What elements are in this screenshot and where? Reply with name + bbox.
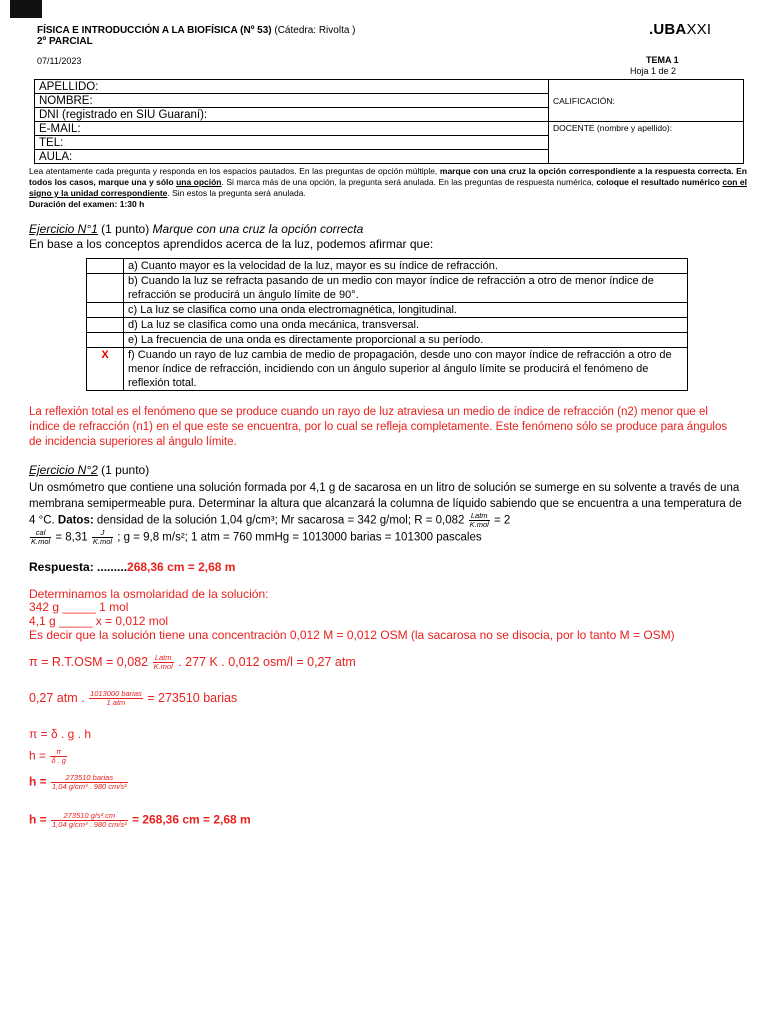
h-formula-1: h = $\frac{\pi}{\delta . g}$ [29, 747, 66, 765]
field-tel[interactable]: TEL: [35, 136, 549, 150]
exam-duration: Duración del examen: 1:30 h [29, 199, 145, 209]
student-info-table [34, 79, 744, 164]
option-d-checkbox[interactable] [87, 318, 124, 333]
h3-fraction: $\frac{\text{273510 g/s².cm}}{\text{1,04 g/cm³ . 980 cm/s²}}$ [52, 811, 127, 829]
field-calificacion[interactable]: CALIFICACIÓN: [549, 80, 744, 122]
uba-xxi-logo: .UBAXXI [649, 21, 712, 38]
h1-fraction: $\frac{\pi}{\delta . g}$ [51, 747, 66, 765]
ex1-explanation: La reflexión total es el fenómeno que se produce cuando un rayo de luz atraviesa un medio de índice de refracción (n2) menor que el índice de refracción (n1) en el que este se encuentra, por lo cual se refleja completamente. Este fenómeno sólo se produce para ángulos de incidencia superiores al ángulo límite. [29, 406, 728, 448]
option-e-checkbox[interactable] [87, 333, 124, 348]
field-nombre[interactable]: NOMBRE: [35, 94, 549, 108]
option-a: a) Cuanto mayor es la velocidad de la luz, mayor es su índice de refracción. [124, 259, 688, 274]
exam-subtitle: 2º PARCIAL [37, 36, 93, 47]
r-units-fraction: $\frac{\text{Latm}}{\text{K.mol}}$ [469, 511, 489, 529]
ex2-heading: Ejercicio N°2 (1 punto) [29, 463, 150, 477]
field-apellido[interactable]: APELLIDO: [35, 80, 549, 94]
ex1-options-table [86, 258, 688, 391]
option-b-checkbox[interactable] [87, 274, 124, 303]
field-docente[interactable]: DOCENTE (nombre y apellido): [549, 122, 744, 164]
answer-value: 268,36 cm = 2,68 m [127, 560, 236, 574]
conv-fraction: $\frac{\text{1013000 barias}}{\text{1 atm}}$ [90, 689, 142, 707]
solution-line-2: 342 g _____ 1 mol [29, 600, 129, 614]
pi-formula: π = δ . g . h [29, 727, 91, 741]
field-email[interactable]: E-MAIL: [35, 122, 549, 136]
option-b: b) Cuando la luz se refracta pasando de un medio con mayor índice de refracción a otro de menor índice de refracción se producirá un ángulo límite de 90°. [124, 274, 688, 303]
option-d: d) La luz se clasifica como una onda mecánica, transversal. [124, 318, 688, 333]
exam-title: FÍSICA E INTRODUCCIÓN A LA BIOFÍSICA (Nº 53) (Cátedra: Rivolta ) [37, 25, 356, 36]
h2-fraction: $\frac{\text{273510 barias}}{\text{1,04 g/cm³ . 980 cm/s²}}$ [52, 773, 127, 791]
redaction-bar [10, 0, 42, 18]
solution-line-4: Es decir que la solución tiene una concentración 0,012 M = 0,012 OSM (la sacarosa no se disocia, por lo tanto M = OSM) [29, 628, 675, 642]
option-a-checkbox[interactable] [87, 259, 124, 274]
option-f: f) Cuando un rayo de luz cambia de medio de propagación, desde uno con mayor índice de refracción a otro de menor índice de refracción, incidiendo con un ángulo superior al ángulo límite se producirá el fenómeno de reflexión total. [124, 348, 688, 391]
option-f-checkbox[interactable]: X [87, 348, 124, 391]
ex2-statement: Un osmómetro que contiene una solución formada por 4,1 g de sacarosa en un litro de solución se sumerge en su solvente a través de una membrana semipermeable pura. Determinar la altura que alcanzará la columna de líquido sabiendo que se encuentra a una temperatura de 4 °C. Datos: densidad de la solución 1,04 g/cm³; Mr sacarosa = 342 g/mol; R = 0,082 $\frac{\text{Latm}}{\text{K.mol}}$ = 2 $\frac{\text{cal}}{\text{K.mol}}$ = 8,31 $\frac{J}{\text{K.mol}}$ ; g = 9,8 m/s²; 1 atm = 760 mmHg = 1013000 barias = 101300 pascales [29, 482, 742, 546]
field-dni[interactable]: DNI (registrado en SIU Guaraní): [35, 108, 549, 122]
cal-units-fraction: $\frac{\text{cal}}{\text{K.mol}}$ [31, 528, 51, 546]
option-c: c) La luz se clasifica como una onda electromagnética, longitudinal. [124, 303, 688, 318]
page-count: Hoja 1 de 2 [630, 66, 677, 76]
option-c-checkbox[interactable] [87, 303, 124, 318]
j-units-fraction: $\frac{J}{\text{K.mol}}$ [92, 528, 113, 546]
h-formula-2: h = $\frac{\text{273510 barias}}{\text{1,04 g/cm³ . 980 cm/s²}}$ [29, 773, 127, 791]
option-e: e) La frecuencia de una onda es directamente proporcional a su período. [124, 333, 688, 348]
tema-label: TEMA 1 [646, 55, 679, 65]
field-aula[interactable]: AULA: [35, 150, 549, 164]
solution-line-1: Determinamos la osmolaridad de la solución: [29, 587, 269, 601]
unit-conversion-eq: 0,27 atm . $\frac{\text{1013000 barias}}{\text{1 atm}}$ = 273510 barias [29, 689, 238, 707]
h-formula-3: h = $\frac{\text{273510 g/s².cm}}{\text{1,04 g/cm³ . 980 cm/s²}}$ = 268,36 cm = 2,68 m [29, 811, 251, 829]
ex2-answer: Respuesta: .........268,36 cm = 2,68 m [29, 560, 236, 574]
solution-line-3: 4,1 g _____ x = 0,012 mol [29, 614, 169, 628]
ex1-heading: Ejercicio N°1 (1 punto) Marque con una cruz la opción correcta [29, 222, 364, 236]
exam-date: 07/11/2023 [37, 56, 82, 66]
pi-units-fraction: $\frac{\text{Latm}}{\text{K.mol}}$ [153, 653, 173, 671]
ex1-statement: En base a los conceptos aprendidos acerca de la luz, podemos afirmar que: [29, 237, 434, 251]
osmotic-pressure-eq: π = R.T.OSM = 0,082 $\frac{\text{Latm}}{\text{K.mol}}$ . 277 K . 0,012 osm/l = 0,27 atm [29, 653, 356, 671]
instructions: Lea atentamente cada pregunta y responda en los espacios pautados. En las preguntas de opción múltiple, marque con una cruz la opción correspondiente a la respuesta correcta. En todos los casos, marque una y sólo una opción. Si marca más de una opción, la pregunta será anulada. En las preguntas de respuesta numérica, coloque el resultado numérico con el signo y la unidad correspondiente. Sin estos la pregunta será anulada. [29, 166, 748, 198]
